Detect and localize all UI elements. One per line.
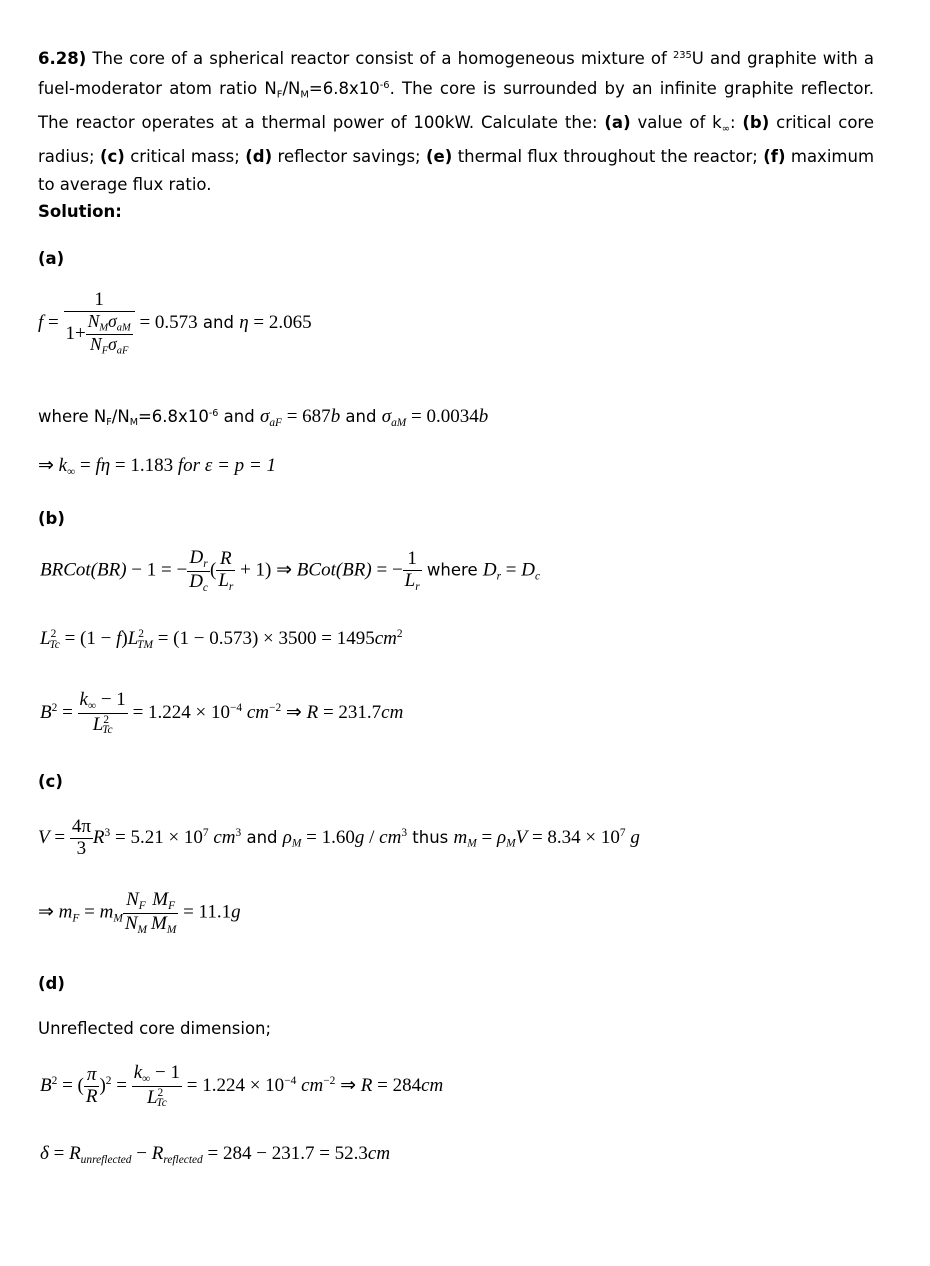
equation-L2Tc: $L^2_{Tc} = (1 - f)L^2_{TM} = (1 - 0.573) \times 3500 = 1495cm^2$ [40, 628, 403, 651]
equation-f: f = 1 1+ $\frac{N_M\sigma_{aM}}{N_F\sigma_{aF}}$ = 0.573 and η = 2.065 [38, 289, 312, 357]
equation-bcot: BRCot(BR) − 1 = − $\frac{D_r}{D_c}$ ( $\frac{R}{L_r}$ + 1) ⇒ BCot(BR) = − $\frac{1}{L_r}$ where $D_r = D_c$ [40, 547, 541, 594]
part-b-label: (b) [38, 509, 65, 528]
equation-B2-reflected: $B^2$ = $\frac{k_\infty - 1}{L^2_{Tc}}$ = $1.224 \times 10^{-4}$ $cm^{-2}$ ⇒ R = 231.7cm [40, 689, 404, 737]
equation-fuel-mass: ⇒ $m_F = m_M$ $\frac{N_F}{N_M}$ $\frac{M_F}{M_M}$ = 11.1g [38, 889, 241, 936]
unreflected-text: Unreflected core dimension; [38, 1019, 272, 1038]
where-line-a: where $N_F/N_M=6.8x10^{-6}$ and $\sigma_{aF} = 687b$ and $\sigma_{aM} = 0.0034b$ [38, 405, 489, 429]
fraction-f: 1 1+ $\frac{N_M\sigma_{aM}}{N_F\sigma_{aF}}$ [64, 290, 135, 357]
part-c-label: (c) [38, 772, 63, 791]
equation-k-inf: ⇒ $k_\infty = f\eta = 1.183$ for ε = p = 1 [38, 455, 276, 478]
problem-statement: 6.28) The core of a spherical reactor consist of a homogeneous mixture of $^{235}$U and graphite with a fuel-moderator atom ratio $N_F/N_M=6.8x10^{-6}$. The core is surrounded by an infinite graphite reflector. The reactor operates at a thermal power of 100kW. Calculate the: (a) value of $k_\infty$: (b) critical core radius; (c) critical mass; (d) reflector savings; (e) thermal flux throughout the reactor; (f) maximum to average flux ratio. [38, 48, 875, 194]
part-d-label: (d) [38, 974, 65, 993]
problem-number: 6.28) [38, 48, 87, 68]
part-a-label: (a) [38, 249, 65, 268]
equation-reflector-savings: $\delta = R_{unreflected} - R_{reflected} = 284 - 231.7 = 52.3cm$ [40, 1143, 391, 1166]
equation-B2-unreflected: $B^2$ = ( $\frac{\pi}{R}$ )$^2$ = $\frac{k_\infty - 1}{L^2_{Tc}}$ = $1.224 \times 10^{-4}$ $cm^{-2}$ ⇒ R = 284cm [40, 1062, 444, 1110]
solution-label: Solution: [38, 202, 122, 221]
equation-volume-mass: V = $\frac{4\pi}{3}$ $R^3 = 5.21 \times 10^7$ $cm^3$ and $\rho_M = 1.60g / cm^3$ thus $m_M = \rho_MV = 8.34 \times 10^7$ g [38, 816, 640, 859]
